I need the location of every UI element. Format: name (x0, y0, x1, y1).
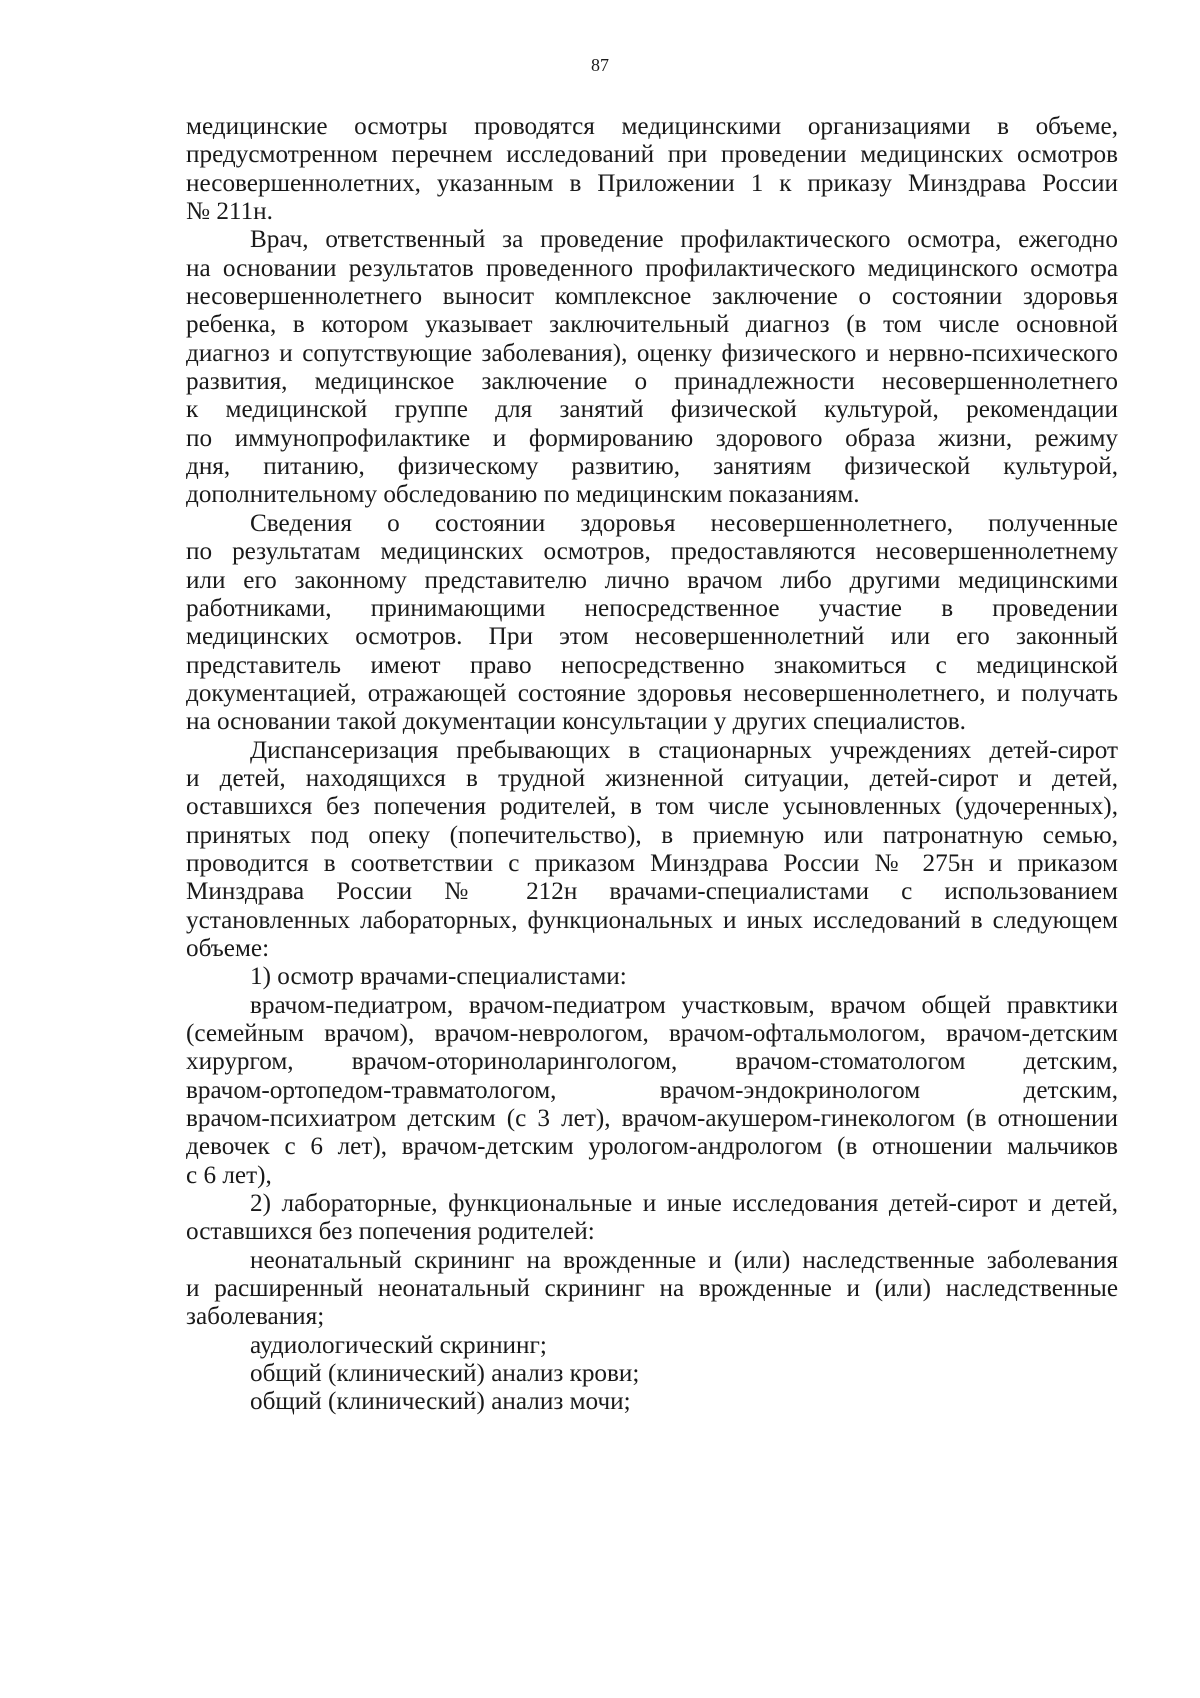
text-line: и расширенный неонатальный скрининг на врожденные и (или) наследственные (186, 1275, 1118, 1303)
text-line: диагноз и сопутствующие заболевания), оценку физического и нервно-психического (186, 339, 1118, 367)
text-line: по результатам медицинских осмотров, предоставляются несовершеннолетнему (186, 538, 1118, 566)
text-line: работниками, принимающими непосредственное участие в проведении (186, 594, 1118, 622)
text-line: предусмотренном перечнем исследований при проведении медицинских осмотров (186, 141, 1118, 169)
document-body (186, 113, 1118, 1417)
text-line: заболевания; (186, 1303, 325, 1331)
text-line: проводится в соответствии с приказом Минздрава России № 275н и приказом (186, 849, 1118, 877)
text-line: развития, медицинское заключение о принадлежности несовершеннолетнего (186, 368, 1118, 396)
text-line: № 211н. (186, 198, 273, 226)
text-line: врачом-ортопедом-травматологом, врачом-эндокринологом детским, (186, 1076, 1118, 1104)
text-line: объеме: (186, 934, 270, 962)
text-line: и детей, находящихся в трудной жизненной ситуации, детей-сирот и детей, (186, 764, 1118, 792)
text-line: 2) лабораторные, функциональные и иные исследования детей-сирот и детей, (250, 1190, 1118, 1218)
text-line: документацией, отражающей состояние здоровья несовершеннолетнего, и получать (186, 679, 1118, 707)
text-line: несовершеннолетних, указанным в Приложении 1 к приказу Минздрава России (186, 169, 1118, 197)
text-line: по иммунопрофилактике и формированию здорового образа жизни, режиму (186, 424, 1118, 452)
text-line: несовершеннолетнего выносит комплексное заключение о состоянии здоровья (186, 283, 1118, 311)
text-line: на основании результатов проведенного профилактического медицинского осмотра (186, 254, 1118, 282)
text-line: хирургом, врачом-оториноларингологом, врачом-стоматологом детским, (186, 1048, 1118, 1076)
text-line: общий (клинический) анализ мочи; (250, 1388, 631, 1416)
text-line: Сведения о состоянии здоровья несовершеннолетнего, полученные (250, 509, 1118, 537)
text-line: или его законному представителю лично врачом либо другими медицинскими (186, 566, 1118, 594)
text-line: 1) осмотр врачами-специалистами: (250, 963, 627, 991)
text-line: на основании такой документации консультации у других специалистов. (186, 708, 966, 736)
text-line: установленных лабораторных, функциональных и иных исследований в следующем (186, 906, 1118, 934)
text-line: Минздрава России № 212н врачами-специалистами с использованием (186, 878, 1118, 906)
text-line: ребенка, в котором указывает заключительный диагноз (в том числе основной (186, 311, 1118, 339)
page-number: 87 (591, 55, 609, 75)
text-line: аудиологический скрининг; (250, 1331, 547, 1359)
text-line: врачом-педиатром, врачом-педиатром участковым, врачом общей правктики (250, 991, 1118, 1019)
text-line: с 6 лет), (186, 1161, 272, 1189)
text-line: медицинские осмотры проводятся медицинскими организациями в объеме, (186, 113, 1118, 140)
text-line: к медицинской группе для занятий физической культурой, рекомендации (186, 396, 1118, 424)
text-line: девочек с 6 лет), врачом-детским урологом-андрологом (в отношении мальчиков (186, 1133, 1118, 1161)
text-line: Диспансеризация пребывающих в стационарных учреждениях детей-сирот (250, 736, 1118, 764)
text-line: медицинских осмотров. При этом несовершеннолетний или его законный (186, 623, 1118, 651)
text-line: (семейным врачом), врачом-неврологом, врачом-офтальмологом, врачом-детским (186, 1020, 1118, 1047)
text-line: врачом-психиатром детским (с 3 лет), врачом-акушером-гинекологом (в отношении (186, 1105, 1118, 1133)
text-line: оставшихся без попечения родителей: (186, 1218, 595, 1246)
text-line: принятых под опеку (попечительство), в приемную или патронатную семью, (186, 821, 1118, 849)
text-line: представитель имеют право непосредственно знакомиться с медицинской (186, 651, 1118, 679)
text-line: неонатальный скрининг на врожденные и (или) наследственные заболевания (250, 1246, 1118, 1274)
text-line: оставшихся без попечения родителей, в том числе усыновленных (удочеренных), (186, 793, 1118, 821)
text-line: Врач, ответственный за проведение профилактического осмотра, ежегодно (250, 226, 1118, 254)
text-line: общий (клинический) анализ крови; (250, 1360, 640, 1388)
text-line: дополнительному обследованию по медицинским показаниям. (186, 481, 860, 509)
text-line: дня, питанию, физическому развитию, занятиям физической культурой, (186, 453, 1118, 481)
